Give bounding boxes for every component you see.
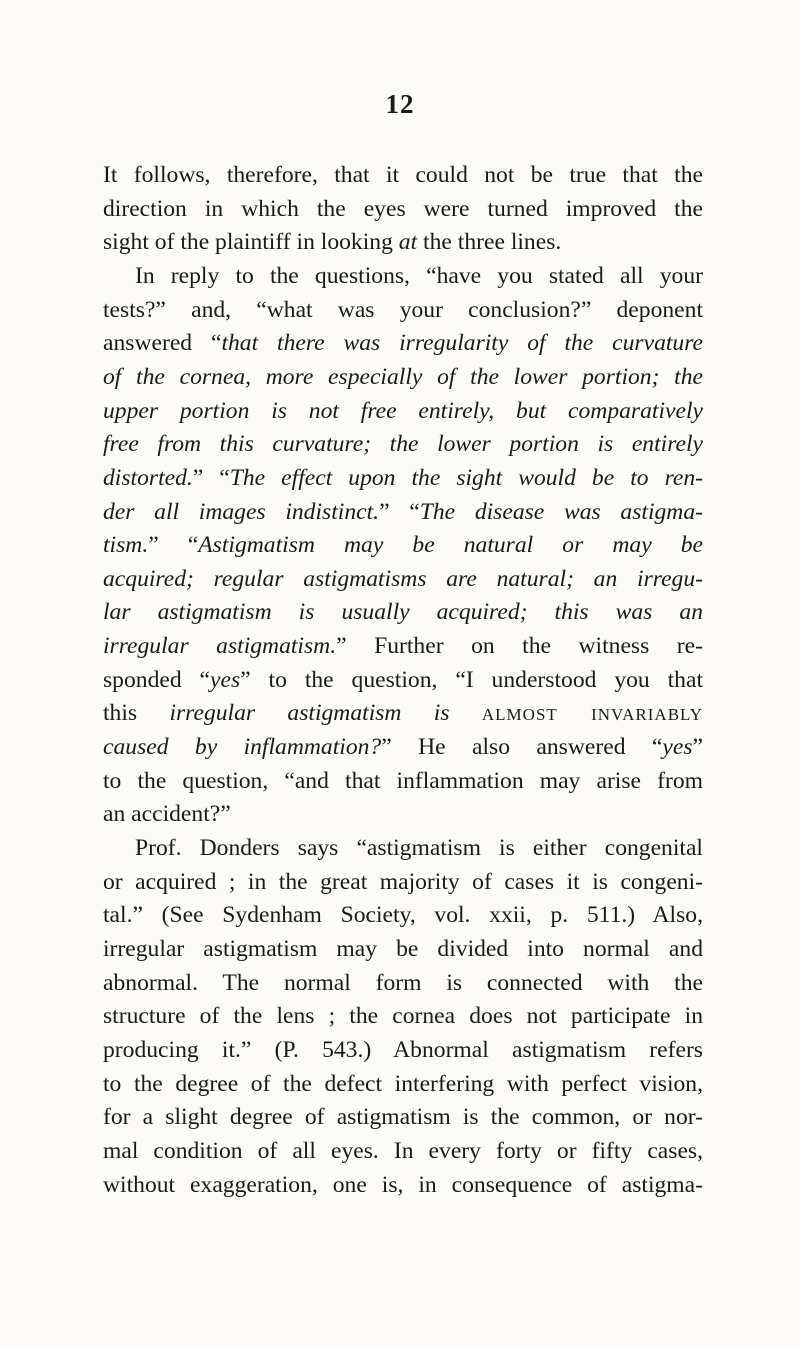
text-line	[103, 191, 703, 227]
text-line	[103, 224, 703, 260]
italic-text: free from this curvature; the lower portion is entirely	[103, 431, 703, 458]
text-segment: ” “	[192, 464, 230, 491]
text-segment: ” “	[379, 498, 420, 525]
text-line	[103, 325, 703, 361]
italic-text: upper portion is not free entirely, but comparatively	[103, 397, 703, 424]
text-segment: direction in which the eyes were turned improved the	[103, 195, 703, 222]
text-line	[103, 628, 703, 664]
text-segment: or acquired ; in the great majority of cases it is congeni-	[103, 868, 703, 895]
text-line	[103, 931, 703, 967]
text-segment: ” to the question, “I understood you that	[240, 666, 704, 693]
text-segment: answered “	[103, 330, 222, 357]
text-line	[103, 965, 703, 1001]
text-line	[103, 527, 703, 563]
text-line	[103, 662, 703, 698]
text-line	[103, 561, 703, 597]
text-segment: to the question, “and that inflammation may arise from	[103, 767, 703, 794]
italic-text: at	[398, 229, 418, 256]
text-segment: structure of the lens ; the cornea does not participate in	[103, 1003, 703, 1030]
text-line	[103, 1066, 703, 1102]
text-line	[103, 1099, 703, 1135]
text-line	[103, 1032, 703, 1068]
text-segment: irregular astigmatism may be divided into normal and	[103, 935, 703, 962]
text-segment: this	[103, 700, 170, 727]
italic-text: irregular astigmatism.	[103, 633, 337, 660]
italic-text: tism.	[103, 532, 149, 559]
text-segment: mal condition of all eyes. In every forty or fifty cases,	[103, 1137, 703, 1164]
italic-text: acquired; regular astigmatisms are natural; an irregu-	[103, 565, 703, 592]
text-line	[103, 258, 703, 294]
text-segment	[450, 700, 482, 726]
text-segment: without exaggeration, one is, in consequence of astigma-	[103, 1171, 703, 1198]
italic-text: The disease was astigma-	[419, 498, 703, 525]
italic-text: irregular astigmatism is	[169, 700, 450, 727]
text-segment: tal.” (See Sydenham Society, vol. xxii, p. 511.) Also,	[103, 902, 703, 929]
text-segment: In reply to the questions, “have you stated all your	[135, 262, 703, 289]
text-segment: abnormal. The normal form is connected with the	[103, 969, 703, 996]
italic-text: that there was irregularity of the curvature	[221, 330, 703, 357]
italic-text: distorted.	[103, 464, 193, 491]
text-segment: ” He also answered “	[381, 734, 663, 761]
text-segment: sponded “	[103, 666, 211, 693]
text-segment: the three lines.	[417, 229, 562, 256]
text-line	[103, 897, 703, 933]
italic-text: Astigmatism may be natural or may be	[198, 532, 704, 559]
text-line	[103, 864, 703, 900]
text-line	[103, 1167, 703, 1203]
text-segment: Prof. Donders says “astigmatism is either congenital	[135, 835, 703, 861]
text-line	[103, 359, 703, 395]
text-line	[103, 494, 703, 530]
small-caps-text: almost invariably	[481, 700, 703, 727]
text-segment: an accident?”	[103, 801, 231, 828]
text-segment: producing it.” (P. 543.) Abnormal astigmatism refers	[103, 1036, 703, 1063]
text-segment: for a slight degree of astigmatism is the common, or nor-	[103, 1104, 703, 1131]
text-segment: ” “	[148, 532, 199, 559]
text-segment: ” Further on the witness re-	[336, 633, 703, 660]
text-line	[103, 393, 703, 429]
italic-text: The effect upon the sight would be to ren-	[229, 464, 704, 491]
text-segment: It follows, therefore, that it could not be true that the	[103, 162, 703, 188]
text-line	[103, 998, 703, 1034]
text-line	[103, 426, 703, 462]
text-line	[103, 460, 703, 496]
text-line	[103, 292, 703, 328]
italic-text: lar astigmatism is usually acquired; this was an	[103, 599, 703, 626]
italic-text: yes	[210, 666, 241, 693]
text-line	[103, 695, 703, 731]
italic-text: der all images indistinct.	[103, 498, 380, 525]
text-line	[103, 763, 703, 799]
italic-text: caused by inflammation?	[103, 734, 382, 761]
text-line	[103, 729, 703, 765]
text-line	[103, 594, 703, 630]
text-line	[103, 796, 703, 832]
italic-text: yes	[662, 734, 693, 761]
page-number: 12	[385, 89, 415, 119]
text-segment: sight of the plaintiff in looking	[103, 229, 399, 256]
text-segment: tests?” and, “what was your conclusion?” deponent	[103, 296, 703, 323]
text-line	[103, 830, 703, 866]
text-line	[103, 157, 703, 193]
italic-text: of the cornea, more especially of the lower portion; the	[103, 363, 703, 390]
text-segment: to the degree of the defect interfering with perfect vision,	[103, 1070, 703, 1097]
text-line	[103, 1133, 703, 1169]
text-segment: ”	[692, 734, 703, 761]
